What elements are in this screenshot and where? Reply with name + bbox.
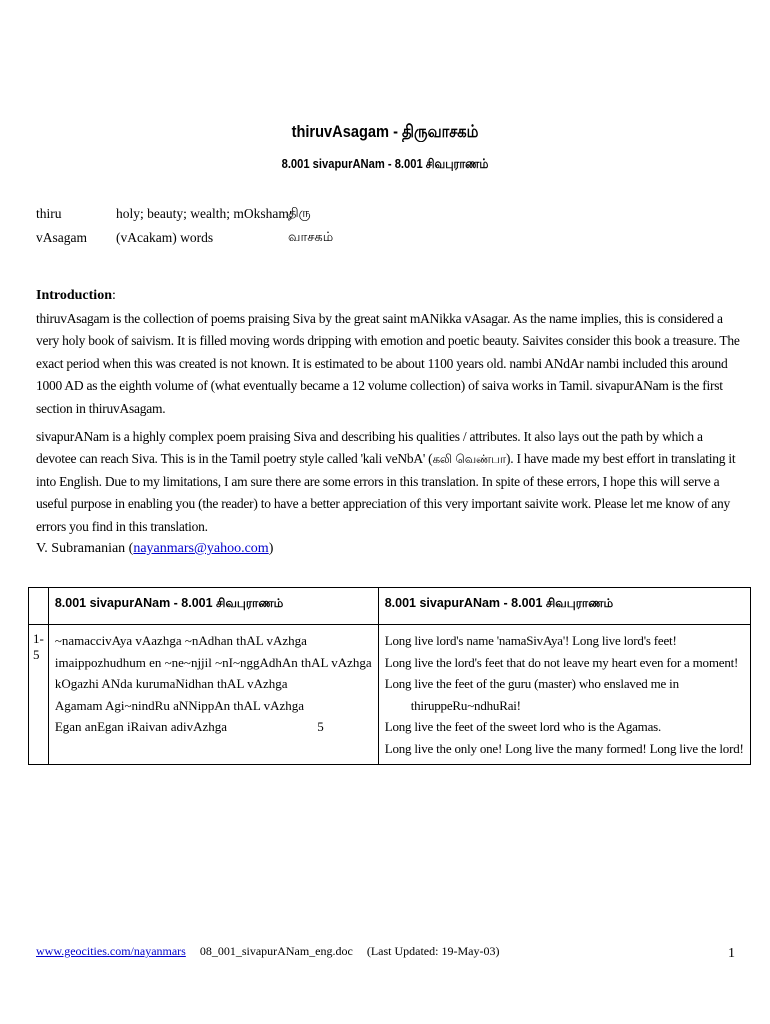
- english-line: Long live the feet of the guru (master) who enslaved me in: [384, 676, 679, 691]
- footer-site-link[interactable]: www.geocities.com/nayanmars: [36, 944, 186, 958]
- footer-last-updated: (Last Updated: 19-May-03): [366, 944, 500, 958]
- author-suffix: ): [268, 541, 274, 556]
- header-right-tamil: சிவபுராணம்: [545, 596, 614, 610]
- table-row: [29, 625, 751, 765]
- page-number: 1: [728, 946, 735, 961]
- header-left-latin: 8.001 sivapurANam - 8.001: [54, 596, 217, 610]
- page-subtitle: 8.001 sivapurANam - 8.001 சிவபுராணம்: [281, 156, 489, 171]
- gloss-meaning: holy; beauty; wealth; mOksham;: [116, 206, 293, 221]
- verse-range: 1-5: [29, 625, 49, 765]
- p2-text-after: ). I have made my best effort in translating it into English. Due to my limitations, I am sure there are some errors in this translation. In spite of these errors, I hope this will serve a useful purpose in enabling you (the reader) to have a better appreciation of this very important saivite work. Please let me know of any errors you find in this translation.: [36, 451, 736, 534]
- gloss-word: thiru: [36, 206, 62, 221]
- header-right-latin: 8.001 sivapurANam - 8.001: [384, 596, 546, 610]
- english-line: Long live the feet of the sweet lord who is the Agamas.: [384, 719, 662, 734]
- verse-table: [28, 587, 751, 765]
- gloss-tamil: வாசகம்: [288, 230, 334, 245]
- translit-line: ~namaccivAya vAazhga ~nAdhan thAL vAzhga: [54, 633, 307, 648]
- page-footer: [36, 944, 499, 959]
- translit-line: imaippozhudhum en ~ne~njjil ~nI~nggAdhAn thAL vAzhga: [54, 654, 372, 670]
- translit-line-text: Egan anEgan iRaivan adivAzhga: [54, 719, 228, 734]
- introduction-heading: [36, 288, 116, 304]
- gloss-word: vAsagam: [36, 230, 87, 245]
- translit-line: kOgazhi ANda kurumaNidhan thAL vAzhga: [54, 676, 288, 691]
- author-name: V. Subramanian (: [36, 541, 134, 556]
- header-transliteration: [48, 588, 378, 625]
- english-line: Long live lord's name 'namaSivAya'! Long live lord's feet!: [384, 633, 677, 648]
- gloss-meaning: (vAcakam) words: [116, 230, 214, 245]
- verse-number: 5: [317, 719, 324, 734]
- footer-doc-name: 08_001_sivapurANam_eng.doc: [199, 944, 353, 958]
- author-line: [36, 541, 273, 557]
- translit-line: Agamam Agi~nindRu aNNippAn thAL vAzhga: [54, 697, 305, 713]
- author-email-link[interactable]: nayanmars@yahoo.com: [133, 541, 269, 556]
- gloss-tamil: திரு: [288, 206, 311, 221]
- introduction-heading-text: Introduction: [36, 288, 112, 303]
- intro-paragraph-2: [36, 426, 742, 538]
- page-title: thiruvAsagam - திருவாசகம்: [291, 122, 479, 141]
- header-left-tamil: சிவபுராணம்: [216, 596, 284, 610]
- introduction-colon: :: [111, 288, 116, 303]
- table-header-row: [29, 588, 751, 625]
- english-line: Long live the lord's feet that do not leave my heart even for a moment!: [384, 654, 739, 670]
- intro-paragraph-1: thiruvAsagam is the collection of poems praising Siva by the great saint mANikka vAsagar. As the name implies, this is considered a very holy book of saivism. It is filled moving words dripping with emotion and poetic beauty. Saivites consider this book a treasure. The exact period when this was created is not known. It is estimated to be about 1100 years old. nambi ANdAr nambi included this around 1000 AD as the eighth volume of (what eventually became a 12 volume collection) of saiva works in Tamil. sivapurANam is the first section in thiruvAsagam.: [36, 311, 740, 416]
- p2-text-before: sivapurANam is a highly complex poem praising Siva and describing his qualities / attributes. It also lays out the path by which a devotee can reach Siva. This is in the Tamil poetry style called 'kali veNbA' (: [36, 429, 703, 467]
- header-empty-cell: [29, 588, 49, 625]
- transliteration-cell: [48, 625, 378, 765]
- header-translation: [378, 588, 750, 625]
- p2-tamil-term: கலி வெண்பா: [432, 452, 506, 467]
- english-line: thiruppeRu~ndhuRai!: [410, 697, 521, 713]
- english-line: Long live the only one! Long live the many formed! Long live the lord!: [384, 740, 744, 756]
- translation-cell: [378, 625, 750, 765]
- translit-line-last: [55, 716, 372, 738]
